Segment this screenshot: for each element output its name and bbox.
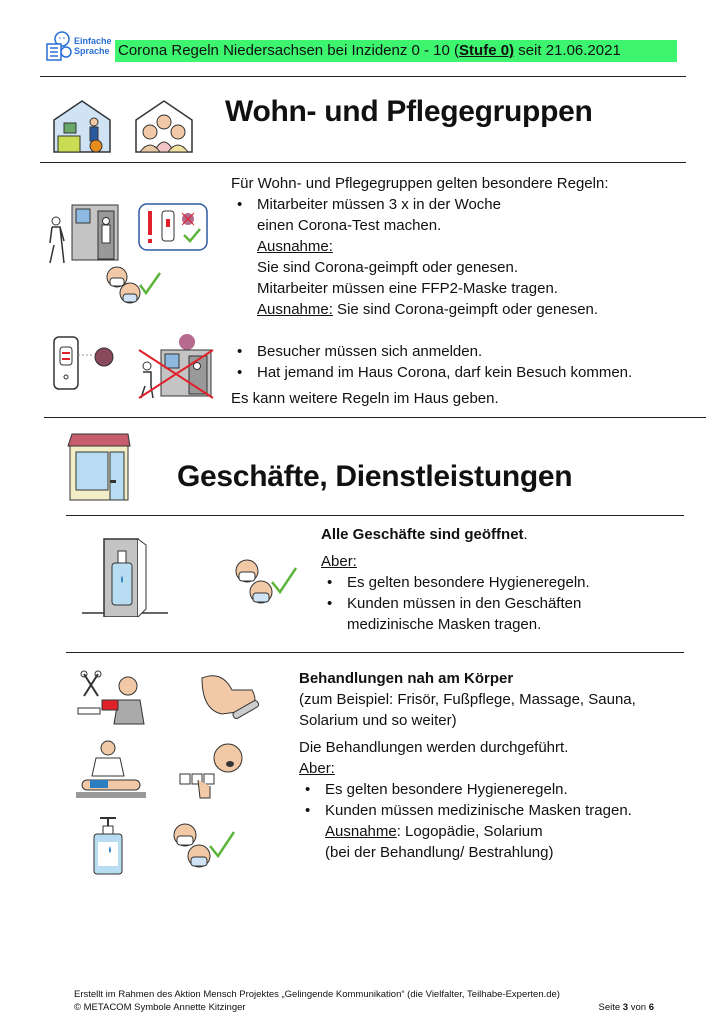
shops-open-dot: . [523, 526, 528, 543]
body-treatments-text [299, 668, 699, 863]
page-mid: von [628, 1002, 649, 1013]
care-visitor-text [231, 341, 701, 409]
shops-but-label: Aber: [321, 553, 357, 570]
care-exception2-text: Sie sind Corona-geimpft oder genesen. [332, 301, 599, 318]
footer-credit: Erstellt im Rahmen des Aktion Mensch Projektes „Gelingende Kommunikation“ (die Vielfalter, Teilhabe-Experten.de) [74, 989, 560, 1000]
logo-text-1: Einfache [74, 36, 112, 46]
section-title-care: Wohn- und Pflegegruppen [225, 95, 593, 128]
shops-open-bold: Alle Geschäfte sind geöffnet [321, 526, 524, 543]
body-exception [325, 821, 699, 842]
care-bullet-test-line2: einen Corona-Test machen. [257, 217, 442, 234]
shops-bullet-line2: medizinische Masken tragen. [347, 616, 542, 633]
page-number [599, 1001, 655, 1014]
footer [74, 988, 654, 1014]
care-exception-text: Sie sind Corona-geimpft oder genesen. [257, 259, 518, 276]
care-section-divider [44, 417, 706, 418]
body-title: Behandlungen nah am Körper [299, 670, 514, 687]
test-required-icon [138, 203, 208, 251]
shops-rules-text [321, 524, 691, 635]
section-title-shops: Geschäfte, Dienstleistungen [177, 460, 573, 493]
care-title-divider [40, 162, 686, 163]
body-examples-1: (zum Beispiel: Frisör, Fußpflege, Massage, Sauna, [299, 691, 636, 708]
page-prefix: Seite [598, 1002, 623, 1013]
no-visits-icon [135, 330, 215, 400]
massage-icon [74, 740, 148, 802]
shops-divider [66, 652, 684, 653]
body-exception-note: (bei der Behandlung/ Bestrahlung) [325, 844, 554, 861]
care-exception2-label: Ausnahme: [257, 301, 333, 318]
care-closing: Es kann weitere Regeln im Haus geben. [231, 390, 499, 407]
page-current: 3 [622, 1002, 629, 1013]
foot-care-icon [192, 670, 264, 726]
care-intro: Für Wohn- und Pflegegruppen gelten besondere Regeln: [231, 175, 609, 192]
body-bullet [299, 800, 699, 863]
care-home-icon [50, 98, 114, 154]
hairdresser-icon [76, 670, 146, 726]
body-exception-text: : Logopädie, Solarium [396, 823, 543, 840]
masked-people-check-icon [232, 558, 302, 608]
care-bullet-test-line1: • Mitarbeiter müssen 3 x in der Woche [257, 196, 501, 213]
masked-people-check-icon [170, 822, 240, 872]
shops-bullet [321, 593, 691, 635]
masked-people-check-icon [104, 265, 164, 307]
positive-test-virus-icon [52, 335, 118, 393]
shops-bullet-line1: • Kunden müssen in den Geschäften [347, 595, 582, 612]
staff-entering-icon [46, 203, 120, 265]
seniors-house-icon [132, 98, 196, 154]
footer-copyright: © METACOM Symbole Annette Kitzinger [74, 1002, 246, 1013]
banner-suffix: seit 21.06.2021 [514, 42, 621, 59]
door-sanitizer-icon [80, 535, 170, 617]
visitor-bullet: • Besucher müssen sich anmelden. [231, 341, 701, 362]
body-bullet: • Es gelten besondere Hygieneregeln. [299, 779, 699, 800]
easy-language-logo [44, 30, 116, 66]
header-banner [115, 40, 677, 62]
care-bullet-test [231, 194, 691, 320]
visitor-bullet: • Hat jemand im Haus Corona, darf kein Besuch kommen. [231, 362, 701, 383]
body-bullet-text: • Kunden müssen medizinische Masken tragen. [325, 802, 632, 819]
body-but-label: Aber: [299, 760, 335, 777]
care-exception2 [257, 299, 691, 320]
page-total: 6 [648, 1002, 654, 1013]
care-rules-text [231, 173, 691, 320]
banner-stage: Stufe 0) [459, 42, 515, 59]
shops-title-divider [66, 515, 684, 516]
care-exception-label: Ausnahme: [257, 238, 333, 255]
care-ffp2-line: Mitarbeiter müssen eine FFP2-Maske tragen. [257, 280, 558, 297]
easy-language-icon [44, 30, 74, 62]
hand-sanitizer-icon [90, 816, 124, 876]
body-examples-2: Solarium und so weiter) [299, 712, 457, 729]
header-divider [40, 76, 686, 77]
shop-icon [66, 432, 132, 502]
body-status: Die Behandlungen werden durchgeführt. [299, 739, 569, 756]
banner-prefix: Corona Regeln Niedersachsen bei Inzidenz 0 - 10 ( [118, 42, 460, 59]
body-exception-label: Ausnahme [325, 823, 397, 840]
logo-text-2: Sprache [74, 46, 110, 56]
shops-open [321, 524, 691, 545]
speech-therapy-icon [178, 740, 252, 802]
shops-bullet: • Es gelten besondere Hygieneregeln. [321, 572, 691, 593]
